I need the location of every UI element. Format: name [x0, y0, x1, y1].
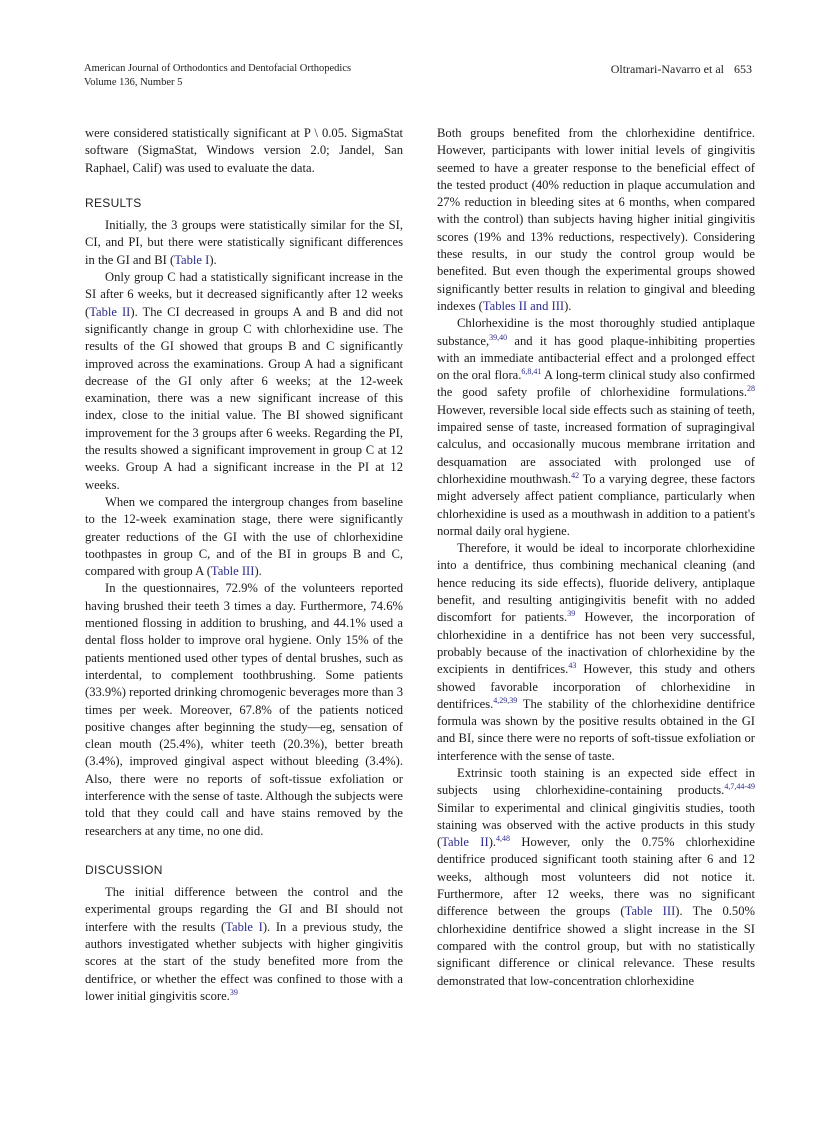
- page-number: 653: [734, 62, 752, 76]
- text: Initially, the 3 groups were statistically similar for the SI, CI, and PI, but there were statistically significant differences in the GI and BI (: [85, 218, 403, 267]
- reference-link[interactable]: 6,8,41: [521, 366, 542, 376]
- paragraph: [437, 125, 755, 315]
- text: Chlorhexidine is the most thoroughly studied antiplaque substance,: [437, 316, 755, 348]
- text: When we compared the intergroup changes from baseline to the 12-week examination stage, there were significantly greater reductions of the GI with the use of chlorhexidine toothpastes in group C, and of the BI in groups B and C, compared with group A (: [85, 494, 403, 579]
- paragraph: were considered statistically significant at P \ 0.05. SigmaStat software (SigmaStat, Windows version 2.0; Jandel, San Raphael, Calif) was used to evaluate the data.: [85, 126, 403, 175]
- text: Extrinsic tooth staining is an expected side effect in subjects using chlorhexidine-containing products.: [437, 765, 755, 798]
- journal-info: [84, 62, 351, 90]
- paragraph: [437, 765, 755, 990]
- paragraph: [437, 540, 755, 765]
- text: and it has good plaque-inhibiting properties with an immediate antibacterial effect and a prolonged effect on the oral flora.: [437, 333, 755, 383]
- reference-link[interactable]: 42: [571, 470, 580, 480]
- text: Only group C had a statistically significant increase in the SI after 6 weeks, but it decreased significantly after 12 weeks (: [85, 270, 403, 319]
- text: Therefore, it would be ideal to incorporate chlorhexidine into a dentifrice, thus combining mechanical cleaning (and hence reducing its side effects), fluoride delivery, antiplaque benefit, and resulting antigingivitis benefit with no added discomfort for patients.: [437, 541, 755, 625]
- reference-link[interactable]: 28: [747, 384, 755, 394]
- section-heading-discussion: DISCUSSION: [85, 862, 163, 877]
- text: However, reversible local side effects such as staining of teeth, impaired sense of taste, increased formation of supragingival calculus, and occasionally mucous membrane irritation and desquamation are associated with prolonged use of chlorhexidine mouthwash.: [437, 402, 755, 486]
- reference-link[interactable]: 4,7,44-49: [724, 782, 755, 792]
- table-link[interactable]: Table II: [89, 304, 131, 319]
- table-link[interactable]: Tables II and III: [482, 298, 565, 313]
- text: Both groups benefited from the chlorhexidine dentifrice. However, participants with lower initial levels of gingivitis seemed to have a greater response to the beneficial effect of the tested product (40% reduction in plaque accumulation and 27% reduction in bleeding sites at 6 months, when compared with the control) than subjects having higher initial gingivitis scores (19% and 13% reductions, respectively). Considering these results, in our study the control group would be benefited. But even though the experimental groups showed significantly better results in relation to gingival and bleeding indexes (: [437, 126, 755, 313]
- journal-title: American Journal of Orthodontics and Dentofacial Orthopedics: [84, 63, 352, 74]
- paragraph: [85, 269, 403, 494]
- author-page-info: [611, 62, 752, 76]
- section-heading-results: RESULTS: [85, 195, 142, 210]
- text: However, the incorporation of chlorhexidine in a dentifrice has not been very successful, probably because of the inactivation of chlorhexidine by the excipients in dentifrices.: [437, 610, 755, 677]
- text: The initial difference between the control and the experimental groups regarding the GI and BI should not interfere with the results (: [85, 885, 403, 934]
- table-link[interactable]: Table III: [210, 564, 255, 579]
- reference-link[interactable]: 4,29,39: [493, 695, 518, 705]
- text: A long-term clinical study also confirmed the good safety profile of chlorhexidine formulations.: [437, 368, 755, 400]
- text: ).: [254, 564, 262, 579]
- paragraph: [85, 494, 403, 580]
- text: ).: [564, 298, 572, 313]
- text: ).: [209, 252, 217, 267]
- paragraph: [437, 315, 755, 540]
- running-authors: Oltramari-Navarro et al: [610, 62, 724, 76]
- right-column: [437, 125, 755, 990]
- reference-link[interactable]: 39: [229, 987, 238, 997]
- journal-volume: Volume 136, Number 5: [84, 77, 183, 88]
- text: ).: [488, 835, 497, 850]
- table-link[interactable]: Table I: [174, 252, 210, 267]
- reference-link[interactable]: 39,40: [489, 332, 508, 342]
- text: However, this study and others showed favorable incorporation of chlorhexidine in dentifrices.: [437, 662, 755, 711]
- text: ). In a previous study, the authors investigated whether subjects with higher gingivitis scores at the start of the study benefited more from the dentifrice, or whether the effect was confined to those with a lower initial gingivitis score.: [85, 919, 403, 1003]
- table-link[interactable]: Table III: [624, 904, 676, 919]
- left-column: [85, 125, 403, 1005]
- reference-link[interactable]: 39: [567, 609, 576, 619]
- paragraph: [85, 217, 403, 269]
- text: The stability of the chlorhexidine dentifrice formula was shown by the positive results obtained in the GI and BI, since there were no reports of soft-tissue exfoliation or interference with the sense of taste.: [437, 696, 755, 763]
- paragraph: [85, 884, 403, 1005]
- text: ). The 0.50% chlorhexidine dentifrice showed a slight increase in the SI compared with the control group, but with no statistically significant difference or clinical relevance. These results demonstrated that low-concentration chlorhexidine: [437, 904, 755, 988]
- text: To a varying degree, these factors might adversely affect patient compliance, particularly when chlorhexidine is used as a mouthwash in addition to a patient's normal daily oral hygiene.: [437, 471, 755, 538]
- table-link[interactable]: Table II: [441, 835, 489, 850]
- reference-link[interactable]: 43: [568, 661, 577, 671]
- text: Similar to experimental and clinical gingivitis studies, tooth staining was observed with the active products in this study (: [437, 800, 755, 850]
- paragraph: In the questionnaires, 72.9% of the volunteers reported having brushed their teeth 3 times a day. Furthermore, 74.6% mentioned flossing in addition to brushing, and 44.1% used a dental floss holder to improve oral hygiene. Only 15% of the patients mentioned used other types of dental brushes, such as interdental, to complement toothbrushing. Some patients (33.9%) reported drinking chromogenic beverages more than 3 times per week. Moreover, 67.8% of the patients noticed positive changes after beginning the study—eg, sensation of clean mouth (25.4%), whiter teeth (20.3%), better breath (3.4%), improved gingival aspect without bleeding (3.4%). Also, there were no reports of soft-tissue exfoliation or interference with the sense of taste. Although the subjects were told that they could call and have stains removed by the researchers at any time, no one did.: [85, 581, 403, 838]
- text: However, only the 0.75% chlorhexidine dentifrice produced significant tooth staining after 6 and 12 weeks, although most volunteers did not notice it. Furthermore, after 12 weeks, there was no significant difference between the groups (: [437, 835, 755, 919]
- reference-link[interactable]: 4,48: [496, 833, 511, 843]
- text: ). The CI decreased in groups A and B and did not significantly change in group C with chlorhexidine use. The results of the GI showed that groups B and C significantly improved across the examinations. Group A had a significant decrease of the GI only after 6 weeks; at the 12-week examination, there was a new significant increase of this index, close to the initial value. The BI showed significant improvement for the 3 groups after 6 weeks. Regarding the PI, the results showed a significant improvement in group C at 12 weeks. Group A had a significant increase in the PI at 12 weeks.: [85, 304, 404, 492]
- table-link[interactable]: Table I: [225, 919, 263, 934]
